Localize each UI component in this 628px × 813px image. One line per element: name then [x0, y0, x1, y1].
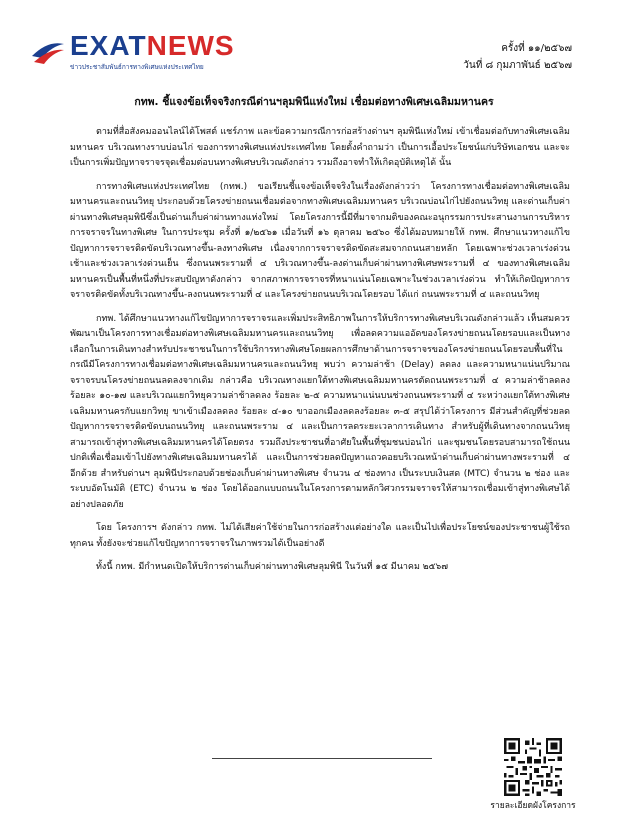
- divider: [212, 758, 432, 759]
- paragraph: การทางพิเศษแห่งประเทศไทย (กทพ.) ขอเรียนชี้แจงข้อเท็จจริงในเรื่องดังกล่าวว่า โครงการทางเชื่อมต่อทางพิเศษเฉลิมมหานครและถนนวิทยุ ประกอบด้วยโครงข่ายถนนเชื่อมต่อจากทางพิเศษเฉลิมมหานคร บริเวณบ่อนไก่ไปยังถนนวิทยุ และด่านเก็บค่าผ่านทางพิเศษลุมพินีซึ่งเป็นด่านเก็บค่าผ่านทางแห่งใหม่ โดยโครงการนี้มีที่มาจากมติของคณะอนุกรรมการประสานงานการบริหารการจราจรในทางพิเศษ ในการประชุม ครั้งที่ ๑/๒๕๖๑ เมื่อวันที่ ๑๖ ตุลาคม ๒๕๖๐ ซึ่งได้มอบหมายให้ กทพ. ศึกษาแนวทางแก้ไขปัญหาการจราจรติดขัดบริเวณทางขึ้น-ลงทางพิเศษ เนื่องจากการจราจรติดขัดสะสมจากถนนสายหลัก โดยเฉพาะช่วงเวลาเร่งด่วนเช้าและช่วงเวลาเร่งด่วนเย็น ซึ่งถนนพระรามที่ ๔ บริเวณทางขึ้น-ลงด่านเก็บค่าผ่านทางพิเศษพระรามที่ ๔ ของทางพิเศษเฉลิมมหานครเป็นพื้นที่หนึ่งที่ประสบปัญหาดังกล่าว จากสภาพการจราจรที่หนาแน่นโดยเฉพาะในช่วงเวลาเร่งด่วน ทำให้เกิดปัญหาการจราจรติดขัดทั้งบริเวณทางขึ้น-ลงถนนพระรามที่ ๔ และโครงข่ายถนนบริเวณโดยรอบ ได้แก่ ถนนพระรามที่ ๔ และถนนวิทยุ: [70, 181, 571, 300]
- logo-tagline: ข่าวประชาสัมพันธ์การทางพิเศษแห่งประเทศไทย: [70, 63, 204, 71]
- paragraph: โดย โครงการฯ ดังกล่าว กทพ. ไม่ได้เสียค่าใช้จ่ายในการก่อสร้างแต่อย่างใด และเป็นไปเพื่อประโยชน์ของประชาชนผู้ใช้รถทุกคน ทั้งยังจะช่วยแก้ไขปัญหาการจราจรในภาพรวมได้เป็นอย่างดี: [70, 523, 570, 549]
- qr-caption: รายละเอียดผังโครงการ: [490, 801, 576, 811]
- exat-news-logo: [30, 30, 250, 70]
- qr-code-icon[interactable]: [504, 738, 562, 796]
- logo-exat-text: EXAT: [70, 30, 147, 61]
- paragraph: ตามที่สื่อสังคมออนไลน์ได้โพสต์ แชร์ภาพ และข้อความกรณีการก่อสร้างด่านฯ ลุมพินีแห่งใหม่ เข้าเชื่อมต่อกับทางพิเศษเฉลิมมหานคร บริเวณทางราบบ่อนไก่ ของการทางพิเศษแห่งประเทศไทย โดยตั้งคำถามว่า เป็นการเอื้อประโยชน์แก่บริษัทเอกชน และจะเป็นการเพิ่มปัญหาจราจรจุดเชื่อมต่อบนทางพิเศษบริเวณดังกล่าว รวมถึงอาจทำให้เกิดอุบัติเหตุได้ นั้น: [70, 127, 570, 168]
- release-number: ครั้งที่ ๑๑/๒๕๖๗: [501, 43, 572, 54]
- logo-news-text: NEWS: [146, 30, 235, 61]
- header: [0, 0, 628, 90]
- paragraph: ทั้งนี้ กทพ. มีกำหนดเปิดให้บริการด่านเก็บค่าผ่านทางพิเศษลุมพินี ในวันที่ ๑๕ มีนาคม ๒๕๖๗: [96, 562, 448, 572]
- document-body: [70, 125, 570, 584]
- exat-logo-icon: [30, 36, 66, 66]
- paragraph: กทพ. ได้ศึกษาแนวทางแก้ไขปัญหาการจราจรและเพิ่มประสิทธิภาพในการให้บริการทางพิเศษบริเวณดังกล่าวแล้ว เห็นสมควรพัฒนาเป็นโครงการทางเชื่อมต่อทางพิเศษเฉลิมมหานครและถนนวิทยุ เพื่อลดความแออัดของโครงข่ายถนนโดยรอบและเป็นทางเลือกในการเดินทางสำหรับประชาชนในการใช้บริการทางพิเศษโดยผลการศึกษาด้านการจราจรของโครงข่ายถนนโดยรอบพื้นที่ในกรณีมีโครงการทางเชื่อมต่อทางพิเศษเฉลิมมหานครและถนนวิทยุ พบว่า ความล่าช้า (Delay) ลดลง และความหนาแน่นปริมาณจราจรบนโครงข่ายถนนลดลงจากเดิม กล่าวคือ บริเวณทางแยกใต้ทางพิเศษเฉลิมมหานครตัดถนนพระรามที่ ๔ ความล่าช้าลดลง ร้อยละ ๑๐-๑๗ และบริเวณแยกวิทยุความล่าช้าลดลง ร้อยละ ๒-๕ ความหนาแน่นบนช่วงถนนพระรามที่ ๔ ระหว่างแยกใต้ทางพิเศษเฉลิมมหานครกับแยกวิทยุ ขาเข้าเมืองลดลง ร้อยละ ๔-๑๐ ขาออกเมืองลดลงร้อยละ ๓-๕ สรุปได้ว่าโครงการ มีส่วนสำคัญที่ช่วยลดปัญหาการจราจรติดขัดบนถนนวิทยุ และถนนพระราม ๔ และเป็นการลดระยะเวลาการเดินทาง สำหรับผู้ที่เดินทางจากถนนวิทยุสามารถเข้าสู่ทางพิเศษเฉลิมมหานครได้โดยตรง รวมถึงประชาชนที่อาศัยในพื้นที่ชุมชนบ่อนไก่ และชุมชนโดยรอบสามารถใช้ถนนปกติเพื่อเชื่อมเข้าไปยังทางพิเศษเฉลิมมหานครได้ และเป็นการช่วยลดปัญหาแถวคอยบริเวณหน้าด่านเก็บค่าผ่านทางพระรามที่ ๔ อีกด้วย สำหรับด่านฯ ลุมพินีประกอบด้วยช่องเก็บค่าผ่านทางพิเศษ จำนวน ๔ ช่องทาง เป็นระบบเงินสด (MTC) จำนวน ๒ ช่อง และระบบอัตโนมัติ (ETC) จำนวน ๒ ช่อง โดยได้ออกแบบถนนในโครงการตามหลักวิศวกรรมจราจรให้สามารถเชื่อมเข้าสู่ทางพิเศษได้อย่างปลอดภัย: [70, 313, 570, 510]
- logo-wordmark: [70, 30, 235, 62]
- release-meta: [463, 40, 572, 74]
- document-title: กทพ. ชี้แจงข้อเท็จจริงกรณีด่านฯลุมพินีแห่งใหม่ เชื่อมต่อทางพิเศษเฉลิมมหานคร: [134, 96, 494, 108]
- release-date: วันที่ ๘ กุมภาพันธ์ ๒๕๖๗: [463, 60, 572, 71]
